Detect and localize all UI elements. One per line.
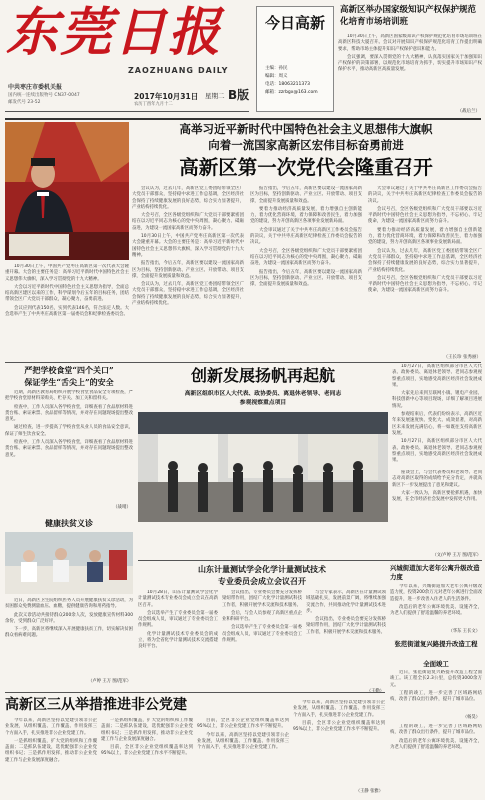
school-paragraph: 近期，高新区教育局组织开展学校食堂食品安全专项检查，严把学校食堂原材料采购关、贮存关、加工关和留样关。 [5, 390, 133, 402]
today-line-4: 邮箱：zzrbgx@163.com [265, 90, 318, 95]
zhangfan-paragraph: 近日，张范街道复兴路提升改造工程全面竣工。该工程全长2.3公里，总投资3000余万元。 [390, 670, 482, 688]
top-news-paragraph: 会议强调，要深入贯彻党的十九大精神，认真落实国家关于加强知识产权保护的决策部署，以规范化市场培育为抓手，切实提升市场知识产权保护水平，推动高新区高质量发展。 [338, 54, 482, 73]
lead-paragraph: 要着力推动经济高质量发展，着力增强自主创新能力，着力优化营商环境，着力保障和改善民生，着力加强党的建设，努力开创高新区各项事业发展新局面。 [368, 227, 482, 246]
bottom-col-2 [101, 718, 193, 794]
right-bottom-filler [390, 724, 482, 796]
publisher-line: 中共枣庄市委机关报 [8, 84, 63, 91]
masthead-romanization: ZAOZHUANG [128, 66, 194, 75]
health-photo-art [5, 532, 133, 594]
shandong-paragraph: 会议指出，专业委员会要充分发挥桥梁纽带作用，团结广大化学计量测试科技工作者，积极开展学术交流和技术服务。 [306, 617, 386, 635]
school-paragraph: 通过检查，进一步提高了学校食堂从业人员的食品安全意识，保证了师生饮食安全。 [5, 425, 133, 437]
lead-paragraph: 会议认为，过去几年，高新区党工委团结带领全区广大党员干部群众，坚持稳中求进工作总基调，全区经济社会保持了持续健康发展的良好态势，综合实力显著提升，产业结构持续优化。 [132, 186, 244, 210]
top-news-paragraph: 10月30日上午，高新区国家级知识产权保护规范化培育市场培训班在高新区科技大厦召开。会议对开展知识产权保护规范化培育工作提出明确要求，帮助市场主体提升知识产权保护意识和能力。 [338, 34, 482, 52]
bottom-paragraph: 今年以来，高新区坚持以党建引领非公企业发展，从组织覆盖、工作覆盖、作用发挥三个方面入手，扎实推进非公企业党建工作。 [293, 700, 385, 718]
health-paragraph: 近日，高新区卫生院组织医务人员开展健康扶贫义诊活动，为贫困群众免费测量血压、血糖，提供健康咨询和用药指导。 [5, 598, 133, 610]
lead-divider [5, 362, 481, 363]
bottom-paragraph: 目前，全区非公企业党组织覆盖率达到95%以上，非公企业党建工作水平不断提升。 [197, 718, 289, 730]
lead-paragraph: 报告指出，今后五年，高新区要以建设一流国家高新区为目标，坚持创新驱动、产业立区、开放带动、项目支撑，全面提升发展质量和效益。 [132, 261, 244, 279]
lead-column-1 [5, 264, 129, 340]
innovate-paragraph: 大家先后来到互联网小镇、锂电产业园、科技创新中心等项目现场，详细了解项目进展情况。 [392, 391, 482, 409]
bottom-paragraph: 目前，全区非公企业党组织覆盖率达到95%以上，非公企业党建工作水平不断提升。 [101, 745, 193, 757]
zhangfan-body [390, 670, 482, 714]
innovate-headline: 创新发展扬帆再起航 [190, 366, 335, 385]
lead-column-2 [132, 186, 244, 362]
innovate-photo-art [138, 412, 388, 522]
info-line-1: 国内统一连续出版物号 CN37-0047 [8, 93, 80, 98]
lead-photo [5, 122, 129, 260]
today-box-title: 今日高新 [265, 14, 326, 32]
bottom-paragraph: 今年以来，高新区坚持以党建引领非公企业发展，从组织覆盖、工作覆盖、作用发挥三个方面入手，扎实推进非公企业党建工作。 [197, 732, 289, 751]
lead-paragraph: 会议应到代表150名，实到代表146名，符合法定人数。大会选举产生了中共枣庄高新区第一届委员会和纪律检查委员会。 [5, 305, 129, 318]
bottom-paragraph: 今年以来，高新区坚持以党建引领非公企业发展，从组织覆盖、工作覆盖、作用发挥三个方面入手，扎实推进非公企业党建工作。 [5, 718, 97, 736]
filler-paragraph: 工程的竣工，进一步完善了区域路网结构，改善了群众出行条件，提升了城市品位。 [390, 724, 482, 736]
lead-paragraph: 要着力推动经济高质量发展，着力增强自主创新能力，着力优化营商环境，着力保障和改善民生，着力加强党的建设，努力开创高新区各项事业发展新局面。 [250, 206, 362, 225]
info-line-2: 邮发代号 23-52 [8, 100, 41, 105]
lead-paragraph: 大会号召，全区各级党组织和广大党员干部要紧密团结在以习近平同志为核心的党中央周围，凝心聚力、砥砺奋进，为建设一流国家高新区而努力奋斗。 [250, 248, 362, 267]
xingcheng-paragraph: 今年以来，兴城街道加大老年公寓升级改造力度，投资200余万元对老年公寓进行全面改造提升，进一步改善入住老人的生活条件。 [390, 584, 482, 602]
bottom-credit: （王静 张雅） [355, 789, 383, 794]
masthead-title: 东莞日报 [6, 2, 223, 63]
bottom-paragraph: 一是抓组织覆盖，扩大党的组织和工作覆盖面；二是抓队伍建设，选优配强非公企业党组织书记；三是抓作用发挥，推动非公企业党建工作与企业发展深度融合。 [101, 718, 193, 742]
school-subtitle: 保证学生“舌尖上”的安全 [24, 377, 114, 387]
lead-column-3 [250, 186, 362, 362]
xingcheng-paragraph: 改造后的老年公寓环境优美、设施齐全，为老人们提供了舒适温馨的养老环境。 [390, 604, 482, 617]
lead-paragraph: 大会审议通过了关于中共枣庄高新区工作委员会报告的决议，关于中共枣庄高新区纪律检查工作委员会报告的决议。 [250, 227, 362, 246]
top-news-author: （战后兰） [457, 109, 480, 114]
shandong-paragraph: 会议指出，专业委员会要充分发挥桥梁纽带作用，团结广大化学计量测试科技工作者，积极开展学术交流和技术服务。 [222, 590, 302, 608]
health-story [5, 516, 133, 688]
innovate-lower-body [392, 470, 482, 556]
innovate-paragraph: 10月27日，高新区组织部分市区人大代表、政协委员、离退休老领导、老同志参观视察重点项目，实地感受高新区经济社会发展成果。 [392, 439, 482, 464]
today-line-2: 编辑：周义 [265, 74, 288, 79]
zhangfan-subtitle: 全面竣工 [423, 660, 449, 668]
xingcheng-credit: （华东 王长文） [448, 629, 480, 634]
lead-kicker-1: 高举习近平新时代中国特色社会主义思想伟大旗帜 [179, 122, 433, 136]
innovate-credit: （文/卢婷 王万 图/范军） [432, 553, 481, 558]
health-title: 健康扶贫义诊 [45, 518, 93, 528]
filler-paragraph: 改造后的老年公寓环境优美、设施齐全，为老人们提供了舒适温馨的养老环境。 [390, 738, 482, 750]
xingcheng-story [390, 562, 482, 636]
lead-paragraph: 大会审议通过了关于中共枣庄高新区工作委员会报告的决议，关于中共枣庄高新区纪律检查工作委员会报告的决议。 [368, 186, 482, 204]
shandong-col-1 [138, 590, 218, 694]
top-news-title: 高新区举办国家级知识产权保护规范化培育市场培训班 [340, 5, 477, 27]
bottom-col-4 [293, 700, 385, 788]
xingcheng-body [390, 584, 482, 630]
health-body [5, 598, 133, 678]
zhangfan-credit: （杨昊） [462, 715, 480, 720]
lead-column-4 [368, 186, 482, 354]
zhangfan-story [390, 640, 482, 722]
masthead-daily: DAILY [198, 66, 229, 75]
mid-divider [138, 560, 482, 561]
lead-paragraph: 会议号召，全区各级党组织和广大党员干部要以习近平新时代中国特色社会主义思想为指导，不忘初心、牢记使命，为建设一流国家高新区而努力奋斗。 [368, 206, 482, 225]
bottom-divider [5, 692, 385, 693]
shandong-paragraph: 会议选举产生了专业委员会第一届委员会组成人员，审议通过了专业委员会工作规则。 [222, 625, 302, 644]
lead-photo-art [5, 122, 129, 260]
today-line-1: 主编：孙民 [265, 66, 288, 71]
lead-paragraph: 报告指出，今后五年，高新区要以建设一流国家高新区为目标，坚持创新驱动、产业立区、开放带动、项目支撑，全面提升发展质量和效益。 [250, 269, 362, 288]
zhangfan-paragraph: 工程的竣工，进一步完善了区域路网结构，改善了群众出行条件，提升了城市品位。 [390, 690, 482, 703]
lead-paragraph: 会议认为，过去几年，高新区党工委团结带领全区广大党员干部群众，坚持稳中求进工作总基调，全区经济社会保持了持续健康发展的良好态势，综合实力显著提升，产业结构持续优化。 [132, 282, 244, 307]
shandong-paragraph: 10月28日，山东计量测试学会化学计量测试技术专业委员会成立会议在高新区召开。 [138, 590, 218, 608]
school-paragraph: 检查中，工作人员深入各学校食堂，详细查看了食品原材料进货台账、索证索票、食品留样等情况，并对存在问题现场提出整改意见。 [5, 440, 133, 458]
bottom-paragraph: 目前，全区非公企业党组织覆盖率达到95%以上，非公企业党建工作水平不断提升。 [293, 720, 385, 733]
bottom-story [5, 694, 385, 798]
bottom-paragraph: 一是抓组织覆盖，扩大党的组织和工作覆盖面；二是抓队伍建设，选优配强非公企业党组织书记；三是抓作用发挥，推动非公企业党建工作与企业发展深度融合。 [5, 738, 97, 763]
lead-paragraph: 10月30日上午，中国共产党枣庄高新区第一次代表大会隆重开幕。大会的主要任务是：高举习近平新时代中国特色社会主义思想伟大旗帜，深入学习贯彻党的十九大精神。 [132, 234, 244, 258]
lead-paragraph: 报告指出，今后五年，高新区要以建设一流国家高新区为目标，坚持创新驱动、产业立区、开放带动、项目支撑，全面提升发展质量和效益。 [250, 186, 362, 204]
shandong-paragraph: 会后，与会人员参观了高新区重点企业和科研平台。 [222, 610, 302, 623]
health-paragraph: 此次义诊活动共接待群众200余人次，发放健康宣传材料300余份，受到群众广泛好评。 [5, 612, 133, 624]
innovate-paragraph: 大家一致认为，高新区要抢抓机遇，加快发展，在全市经济社会发展中发挥更大作用。 [392, 490, 482, 503]
lunar-date: 农历丁酉年九月十二 [134, 102, 173, 107]
innovate-paragraph: 参观结束后，代表们纷纷表示，高新区近年来发展速度快、变化大、成效显著，对高新区未来发展充满信心，将一如既往支持高新区发展。 [392, 412, 482, 436]
innovate-subtitle-2: 参观视察重点项目 [239, 400, 287, 406]
bottom-col-3 [197, 718, 289, 794]
school-body [5, 390, 133, 504]
lead-kicker-2: 向着一流国家高新区宏伟目标奋勇前进 [208, 138, 404, 152]
today-box [256, 6, 334, 112]
zhangfan-title: 张范街道复兴路提升改造工程 [394, 640, 478, 648]
lead-paragraph: 大会号召，全区各级党组织和广大党员干部要紧密团结在以习近平同志为核心的党中央周围，凝心聚力、砥砺奋进，为建设一流国家高新区而努力奋斗。 [132, 213, 244, 231]
school-credit: （战哨） [113, 505, 131, 510]
issue-date: 2017年10月31日 [134, 92, 199, 101]
today-line-3: 电话：18063211373 [265, 82, 310, 87]
shandong-paragraph: 化学计量测试技术专业委员会的成立，将为全省化学计量测试技术交流搭建良好平台。 [138, 631, 218, 650]
lead-headline: 高新区第一次党代会隆重召开 [179, 156, 433, 179]
school-story [5, 364, 133, 514]
lead-paragraph: 会议号召，全区各级党组织和广大党员干部要以习近平新时代中国特色社会主义思想为指导，不忘初心、牢记使命，为建设一流国家高新区而努力奋斗。 [368, 275, 482, 294]
innovate-paragraph: 10月27日，高新区组织部分市区人大代表、政协委员、离退休老领导、老同志参观视察重点项目，实地感受高新区经济社会发展成果。 [392, 364, 482, 388]
lead-paragraph: 会议认为，过去几年，高新区党工委团结带领全区广大党员干部群众，坚持稳中求进工作总基调，全区经济社会保持了持续健康发展的良好态势，综合实力显著提升，产业结构持续优化。 [368, 248, 482, 273]
bottom-headline: 高新区三从举措推进非公党建 [5, 697, 187, 713]
lead-headlines [130, 120, 482, 186]
shandong-headline: 专业委员会成立会议召开 [218, 576, 306, 586]
school-title: 严把学校食堂“四个关口” [24, 365, 114, 375]
lead-paragraph: 10月30日上午，中国共产党枣庄高新区第一次代表大会隆重开幕。大会的主要任务是：高举习近平新时代中国特色社会主义思想伟大旗帜，深入学习贯彻党的十九大精神。 [5, 264, 129, 282]
innovate-paragraph: 座谈会上，与会代表委员和老领导、老同志对高新区取得的成绩给予充分肯定，并就高新区下一步发展提出了意见和建议。 [392, 470, 482, 488]
xingcheng-title: 兴城街道加大老年公寓升级改造力度 [390, 564, 480, 581]
top-news [338, 4, 482, 116]
school-paragraph: 检查中，工作人员深入各学校食堂，详细查看了食品原材料进货台账、索证索票、食品留样等情况，并对存在问题现场提出整改意见。 [5, 404, 133, 423]
health-credit: （卢婷 王万 图/范军） [88, 679, 131, 684]
shandong-story [138, 562, 386, 698]
shandong-paragraph: 与会专家表示，高新区在计量测试领域基础扎实，发展前景广阔，将继续加强交流合作，共同推动化学计量测试技术进步。 [306, 590, 386, 614]
health-paragraph: 下一步，高新区将继续深入开展健康扶贫工作，切实解决贫困群众看病难问题。 [5, 627, 133, 639]
health-photo [5, 532, 133, 594]
issue-weekday: 星期二 [205, 92, 225, 100]
shandong-col-2 [222, 590, 302, 694]
shandong-kicker: 山东计量测试学会化学计量测试技术 [198, 564, 326, 574]
innovate-photo [138, 412, 388, 522]
edition-letter: B版 [228, 88, 250, 102]
bottom-col-1 [5, 718, 97, 794]
top-news-body [338, 34, 482, 106]
shandong-paragraph: 会议选举产生了专业委员会第一届委员会组成人员，审议通过了专业委员会工作规则。 [138, 610, 218, 629]
masthead-divider [5, 111, 249, 112]
shandong-col-3 [306, 590, 386, 690]
lead-byline: （王长珍 张秀丽） [443, 355, 481, 360]
innovate-subtitle: 高新区组织市区人大代表、政协委员、离退休老领导、老同志 [184, 391, 342, 397]
lead-paragraph: 大会以习近平新时代中国特色社会主义思想为指导，全面总结高新区建区以来的工作，科学谋划今后五年的目标任务，团结带领全区广大党员干部群众，凝心聚力，奋勇前进。 [5, 284, 129, 303]
